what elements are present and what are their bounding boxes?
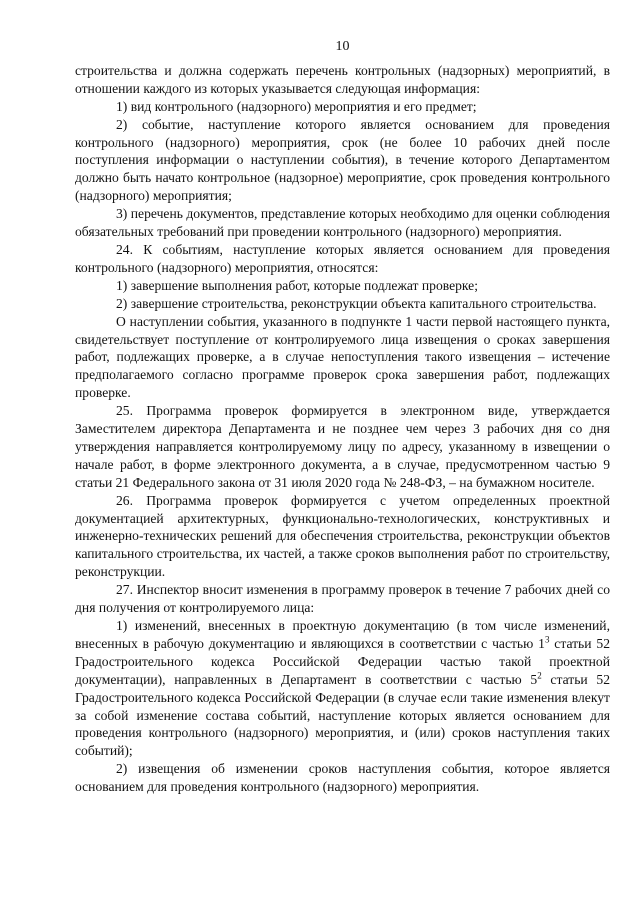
paragraph-item-2-notice: 2) извещения об изменении сроков наступления события, которое является основанием для проведения контрольного (надзорного) мероприятия. [75, 761, 610, 795]
paragraph-item-1-changes: 1) изменений, внесенных в проектную документацию (в том числе изменений, внесенных в рабочую документацию и являющихся в соответствии с частью $1^3$ статьи 52 Градостроительного кодекса Российской Федерации частью такой проектной документации), направленных в Департамент в соответствии с частью $5^2$ статьи 52 Градостроительного кодекса Российской Федерации (в случае если такие изменения влекут за собой изменение состава событий, наступление которых является основанием для проведения контрольного (надзорного) мероприятия, и (или) сроков наступления таких событий); [75, 618, 610, 759]
superscript-2: 2 [537, 670, 542, 681]
paragraph: О наступлении события, указанного в подпункте 1 части первой настоящего пункта, свидетельствует поступление от контролируемого лица извещения о сроках завершения работ, подлежащих проверке, а в случае непоступления такого извещения – истечение предполагаемого согласно программе проверок срока завершения работ, подлежащих проверке. [75, 313, 610, 401]
paragraph: 2) событие, наступление которого является основанием для проведения контрольного (надзорного) мероприятия, срок (не более 10 рабочих дней после поступления информации о наступлении события), в течение которого Департаментом должно быть начато контрольное (надзорное) мероприятие, срок проведения контрольного (надзорного) мероприятия; [75, 116, 610, 204]
document-page [75, 38, 610, 796]
paragraph: 3) перечень документов, представление которых необходимо для оценки соблюдения обязательных требований при проведении контрольного (надзорного) мероприятия. [75, 206, 610, 240]
paragraph: строительства и должна содержать перечень контрольных (надзорных) мероприятий, в отношении каждого из которых указывается следующая информация: [75, 62, 610, 96]
page-number: 10 [335, 39, 350, 54]
document-body [75, 62, 610, 617]
paragraph: 27. Инспектор вносит изменения в программу проверок в течение 7 рабочих дней со дня получения от контролируемого лица: [75, 582, 610, 616]
paragraph: 26. Программа проверок формируется с учетом определенных проектной документацией архитектурных, функционально-технологических, конструктивных и инженерно-технических решений для обеспечения строительства, реконструкции объектов капитального строительства, их частей, а также сроков выполнения работ по строительству, реконструкции. [75, 492, 610, 580]
superscript-3: 3 [544, 634, 550, 645]
paragraph: 25. Программа проверок формируется в электронном виде, утверждается Заместителем директора Департамента и не позднее чем через 3 рабочих дня со дня утверждения направляется контролируемому лицу по адресу, указанному в извещении о начале работ, в форме электронного документа, а в случае, предусмотренном частью 9 статьи 21 Федерального закона от 31 июля 2020 года № 248-ФЗ, – на бумажном носителе. [75, 403, 610, 490]
paragraph: 2) завершение строительства, реконструкции объекта капитального строительства. [116, 295, 597, 311]
paragraph: 1) вид контрольного (надзорного) мероприятия и его предмет; [116, 98, 477, 114]
paragraph: 24. К событиям, наступление которых является основанием для проведения контрольного (надзорного) мероприятия, относятся: [75, 241, 610, 275]
paragraph: 1) завершение выполнения работ, которые подлежат проверке; [116, 277, 478, 293]
